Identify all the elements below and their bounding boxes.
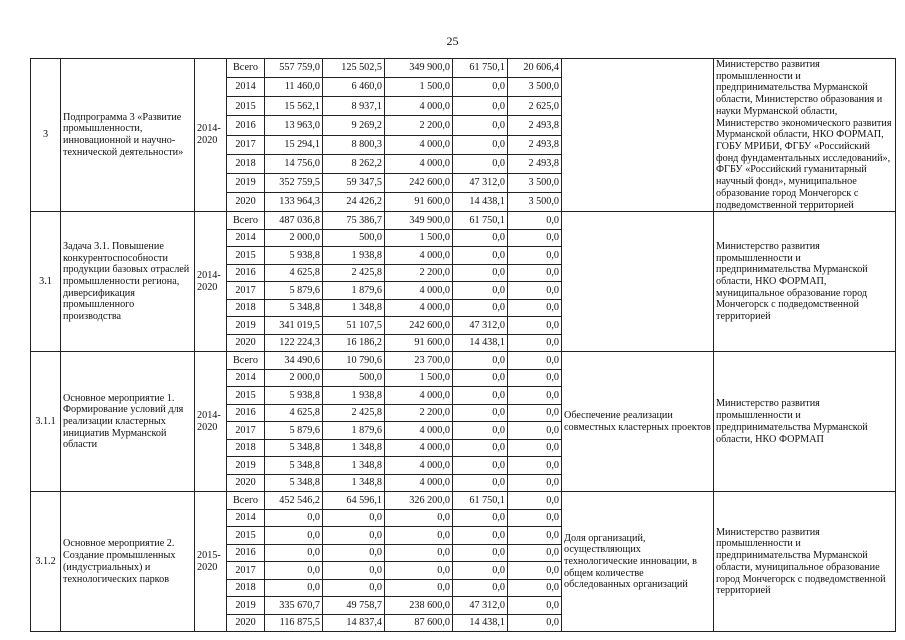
- section-period: 2014-2020: [195, 59, 227, 212]
- amount-cell: 0,0: [508, 317, 562, 335]
- amount-cell: 0,0: [453, 229, 508, 247]
- section-period: 2015-2020: [195, 492, 227, 632]
- amount-cell: 125 502,5: [323, 59, 385, 78]
- amount-cell: 0,0: [323, 579, 385, 597]
- amount-cell: 5 348,8: [265, 299, 323, 317]
- amount-cell: 0,0: [385, 544, 453, 562]
- amount-cell: 0,0: [508, 457, 562, 475]
- amount-cell: 3 500,0: [508, 173, 562, 192]
- year-cell: 2014: [227, 78, 265, 97]
- year-cell: Всего: [227, 492, 265, 510]
- amount-cell: 0,0: [508, 369, 562, 387]
- amount-cell: 0,0: [508, 474, 562, 492]
- amount-cell: 500,0: [323, 229, 385, 247]
- year-cell: Всего: [227, 352, 265, 370]
- year-cell: 2014: [227, 509, 265, 527]
- amount-cell: 0,0: [508, 614, 562, 632]
- amount-cell: 0,0: [508, 264, 562, 282]
- amount-cell: 0,0: [265, 562, 323, 580]
- year-cell: 2019: [227, 173, 265, 192]
- executors-cell: Министерство развития промышленности и предпринимательства Мурманской области, муниципальное образование город Мончегорск с подведомственной территорией: [714, 492, 896, 632]
- amount-cell: 3 500,0: [508, 78, 562, 97]
- amount-cell: 1 348,8: [323, 457, 385, 475]
- amount-cell: 1 500,0: [385, 229, 453, 247]
- section-period: 2014-2020: [195, 212, 227, 352]
- year-cell: 2019: [227, 317, 265, 335]
- amount-cell: 326 200,0: [385, 492, 453, 510]
- amount-cell: 0,0: [453, 369, 508, 387]
- amount-cell: 0,0: [508, 212, 562, 230]
- amount-cell: 0,0: [508, 422, 562, 440]
- year-cell: 2017: [227, 135, 265, 154]
- year-cell: 2016: [227, 544, 265, 562]
- amount-cell: 242 600,0: [385, 173, 453, 192]
- year-cell: 2014: [227, 229, 265, 247]
- amount-cell: 2 493,8: [508, 135, 562, 154]
- amount-cell: 0,0: [453, 544, 508, 562]
- amount-cell: 557 759,0: [265, 59, 323, 78]
- amount-cell: 0,0: [453, 509, 508, 527]
- amount-cell: 0,0: [265, 579, 323, 597]
- amount-cell: 2 000,0: [265, 229, 323, 247]
- year-cell: 2020: [227, 334, 265, 352]
- amount-cell: 0,0: [453, 116, 508, 135]
- amount-cell: 487 036,8: [265, 212, 323, 230]
- amount-cell: 335 670,7: [265, 597, 323, 615]
- amount-cell: 0,0: [508, 544, 562, 562]
- amount-cell: 0,0: [453, 78, 508, 97]
- amount-cell: 0,0: [508, 579, 562, 597]
- section-number: 3: [31, 59, 61, 212]
- amount-cell: 242 600,0: [385, 317, 453, 335]
- amount-cell: 122 224,3: [265, 334, 323, 352]
- amount-cell: 0,0: [508, 247, 562, 265]
- amount-cell: 4 625,8: [265, 264, 323, 282]
- amount-cell: 0,0: [508, 282, 562, 300]
- table-row: [31, 59, 896, 78]
- year-cell: 2020: [227, 614, 265, 632]
- amount-cell: 0,0: [265, 544, 323, 562]
- table-row: [31, 352, 896, 370]
- amount-cell: 0,0: [508, 299, 562, 317]
- amount-cell: 0,0: [453, 439, 508, 457]
- amount-cell: 133 964,3: [265, 193, 323, 212]
- amount-cell: 0,0: [508, 527, 562, 545]
- year-cell: 2019: [227, 597, 265, 615]
- amount-cell: 0,0: [265, 509, 323, 527]
- amount-cell: 91 600,0: [385, 334, 453, 352]
- amount-cell: 16 186,2: [323, 334, 385, 352]
- amount-cell: 1 348,8: [323, 439, 385, 457]
- amount-cell: 14 756,0: [265, 154, 323, 173]
- amount-cell: 0,0: [453, 579, 508, 597]
- amount-cell: 0,0: [508, 404, 562, 422]
- amount-cell: 4 000,0: [385, 247, 453, 265]
- amount-cell: 0,0: [323, 562, 385, 580]
- amount-cell: 0,0: [453, 97, 508, 116]
- amount-cell: 20 606,4: [508, 59, 562, 78]
- section-number: 3.1: [31, 212, 61, 352]
- amount-cell: 4 000,0: [385, 387, 453, 405]
- amount-cell: 4 000,0: [385, 135, 453, 154]
- amount-cell: 8 800,3: [323, 135, 385, 154]
- amount-cell: 75 386,7: [323, 212, 385, 230]
- amount-cell: 2 425,8: [323, 264, 385, 282]
- amount-cell: 0,0: [385, 509, 453, 527]
- amount-cell: 1 879,6: [323, 422, 385, 440]
- amount-cell: 5 348,8: [265, 474, 323, 492]
- indicator-cell: [562, 212, 714, 352]
- year-cell: Всего: [227, 59, 265, 78]
- amount-cell: 0,0: [323, 509, 385, 527]
- amount-cell: 452 546,2: [265, 492, 323, 510]
- amount-cell: 47 312,0: [453, 597, 508, 615]
- amount-cell: 0,0: [453, 387, 508, 405]
- amount-cell: 0,0: [508, 387, 562, 405]
- year-cell: 2019: [227, 457, 265, 475]
- section-number: 3.1.1: [31, 352, 61, 492]
- indicator-cell: [562, 59, 714, 212]
- amount-cell: 4 000,0: [385, 282, 453, 300]
- amount-cell: 4 000,0: [385, 457, 453, 475]
- amount-cell: 64 596,1: [323, 492, 385, 510]
- executors-cell: Министерство развития промышленности и предпринимательства Мурманской области, Министерство образования и науки Мурманской области, Министерство экономического развития Мурманской области, НКО ФОРМАП, ГОБУ МРИБИ, ФГБУ «Российский фонд фундаментальных исследований», ФГБУ «Российский гуманитарный научный фонд», муниципальное образование город Мончегорск с подведомственной территорией: [714, 59, 896, 212]
- year-cell: 2014: [227, 369, 265, 387]
- amount-cell: 5 348,8: [265, 457, 323, 475]
- amount-cell: 3 500,0: [508, 193, 562, 212]
- year-cell: 2018: [227, 299, 265, 317]
- amount-cell: 87 600,0: [385, 614, 453, 632]
- amount-cell: 47 312,0: [453, 317, 508, 335]
- amount-cell: 2 200,0: [385, 404, 453, 422]
- year-cell: 2015: [227, 527, 265, 545]
- amount-cell: 0,0: [323, 544, 385, 562]
- amount-cell: 1 938,8: [323, 247, 385, 265]
- amount-cell: 1 938,8: [323, 387, 385, 405]
- year-cell: 2020: [227, 474, 265, 492]
- amount-cell: 0,0: [508, 439, 562, 457]
- amount-cell: 0,0: [508, 334, 562, 352]
- amount-cell: 238 600,0: [385, 597, 453, 615]
- amount-cell: 2 425,8: [323, 404, 385, 422]
- amount-cell: 1 879,6: [323, 282, 385, 300]
- amount-cell: 14 438,1: [453, 614, 508, 632]
- amount-cell: 59 347,5: [323, 173, 385, 192]
- amount-cell: 5 879,6: [265, 422, 323, 440]
- amount-cell: 0,0: [508, 597, 562, 615]
- amount-cell: 0,0: [385, 562, 453, 580]
- amount-cell: 23 700,0: [385, 352, 453, 370]
- amount-cell: 4 000,0: [385, 299, 453, 317]
- year-cell: 2016: [227, 116, 265, 135]
- amount-cell: 0,0: [265, 527, 323, 545]
- page-number: 25: [446, 34, 459, 48]
- amount-cell: 24 426,2: [323, 193, 385, 212]
- amount-cell: 0,0: [453, 135, 508, 154]
- year-cell: 2016: [227, 404, 265, 422]
- amount-cell: 0,0: [453, 474, 508, 492]
- amount-cell: 2 200,0: [385, 264, 453, 282]
- amount-cell: 61 750,1: [453, 59, 508, 78]
- program-table: [30, 58, 896, 632]
- amount-cell: 0,0: [508, 562, 562, 580]
- amount-cell: 349 900,0: [385, 212, 453, 230]
- amount-cell: 13 963,0: [265, 116, 323, 135]
- amount-cell: 0,0: [453, 282, 508, 300]
- amount-cell: 0,0: [453, 527, 508, 545]
- amount-cell: 0,0: [453, 352, 508, 370]
- amount-cell: 2 000,0: [265, 369, 323, 387]
- year-cell: 2016: [227, 264, 265, 282]
- amount-cell: 500,0: [323, 369, 385, 387]
- amount-cell: 0,0: [453, 247, 508, 265]
- year-cell: 2015: [227, 97, 265, 116]
- amount-cell: 5 938,8: [265, 247, 323, 265]
- amount-cell: 0,0: [385, 579, 453, 597]
- amount-cell: 0,0: [508, 229, 562, 247]
- amount-cell: 2 200,0: [385, 116, 453, 135]
- amount-cell: 5 348,8: [265, 439, 323, 457]
- amount-cell: 2 625,0: [508, 97, 562, 116]
- amount-cell: 0,0: [453, 422, 508, 440]
- amount-cell: 8 937,1: [323, 97, 385, 116]
- amount-cell: 4 000,0: [385, 422, 453, 440]
- amount-cell: 4 000,0: [385, 439, 453, 457]
- amount-cell: 11 460,0: [265, 78, 323, 97]
- amount-cell: 0,0: [453, 562, 508, 580]
- section-name: Основное мероприятие 2. Создание промышленных (индустриальных) и технологических парков: [61, 492, 195, 632]
- year-cell: 2018: [227, 439, 265, 457]
- amount-cell: 1 348,8: [323, 299, 385, 317]
- amount-cell: 34 490,6: [265, 352, 323, 370]
- amount-cell: 2 493,8: [508, 154, 562, 173]
- amount-cell: 2 493,8: [508, 116, 562, 135]
- amount-cell: 49 758,7: [323, 597, 385, 615]
- amount-cell: 9 269,2: [323, 116, 385, 135]
- year-cell: 2018: [227, 154, 265, 173]
- amount-cell: 0,0: [385, 527, 453, 545]
- amount-cell: 1 348,8: [323, 474, 385, 492]
- year-cell: 2015: [227, 387, 265, 405]
- section-name: Основное мероприятие 1. Формирование условий для реализации кластерных инициатив Мурманской области: [61, 352, 195, 492]
- indicator-cell: Обеспечение реализации совместных кластерных проектов: [562, 352, 714, 492]
- amount-cell: 51 107,5: [323, 317, 385, 335]
- year-cell: Всего: [227, 212, 265, 230]
- year-cell: 2017: [227, 282, 265, 300]
- amount-cell: 352 759,5: [265, 173, 323, 192]
- amount-cell: 4 000,0: [385, 97, 453, 116]
- amount-cell: 61 750,1: [453, 492, 508, 510]
- section-number: 3.1.2: [31, 492, 61, 632]
- table-row: [31, 492, 896, 510]
- amount-cell: 0,0: [453, 457, 508, 475]
- amount-cell: 61 750,1: [453, 212, 508, 230]
- amount-cell: 14 438,1: [453, 334, 508, 352]
- section-name: Подпрограмма 3 «Развитие промышленности, инновационной и научно-технической деятельности»: [61, 59, 195, 212]
- amount-cell: 5 938,8: [265, 387, 323, 405]
- amount-cell: 6 460,0: [323, 78, 385, 97]
- amount-cell: 341 019,5: [265, 317, 323, 335]
- amount-cell: 5 879,6: [265, 282, 323, 300]
- section-name: Задача 3.1. Повышение конкурентоспособности продукции базовых отраслей промышленности региона, диверсификация промышленного производства: [61, 212, 195, 352]
- indicator-cell: Доля организаций, осуществляющих технологические инновации, в общем количестве обследованных организаций: [562, 492, 714, 632]
- year-cell: 2017: [227, 562, 265, 580]
- year-cell: 2015: [227, 247, 265, 265]
- amount-cell: 1 500,0: [385, 78, 453, 97]
- year-cell: 2017: [227, 422, 265, 440]
- amount-cell: 0,0: [453, 154, 508, 173]
- year-cell: 2020: [227, 193, 265, 212]
- amount-cell: 15 294,1: [265, 135, 323, 154]
- amount-cell: 14 438,1: [453, 193, 508, 212]
- amount-cell: 349 900,0: [385, 59, 453, 78]
- amount-cell: 0,0: [453, 264, 508, 282]
- section-period: 2014-2020: [195, 352, 227, 492]
- amount-cell: 1 500,0: [385, 369, 453, 387]
- amount-cell: 14 837,4: [323, 614, 385, 632]
- amount-cell: 4 000,0: [385, 474, 453, 492]
- amount-cell: 116 875,5: [265, 614, 323, 632]
- amount-cell: 15 562,1: [265, 97, 323, 116]
- amount-cell: 0,0: [508, 492, 562, 510]
- amount-cell: 10 790,6: [323, 352, 385, 370]
- amount-cell: 0,0: [453, 404, 508, 422]
- table-row: [31, 212, 896, 230]
- amount-cell: 0,0: [323, 527, 385, 545]
- amount-cell: 0,0: [508, 352, 562, 370]
- amount-cell: 4 000,0: [385, 154, 453, 173]
- amount-cell: 0,0: [508, 509, 562, 527]
- amount-cell: 0,0: [453, 299, 508, 317]
- executors-cell: Министерство развития промышленности и предпринимательства Мурманской области, НКО ФОРМАП, муниципальное образование город Мончегорск с подведомственной территорией: [714, 212, 896, 352]
- executors-cell: Министерство развития промышленности и предпринимательства Мурманской области, НКО ФОРМАП: [714, 352, 896, 492]
- year-cell: 2018: [227, 579, 265, 597]
- amount-cell: 8 262,2: [323, 154, 385, 173]
- amount-cell: 47 312,0: [453, 173, 508, 192]
- amount-cell: 91 600,0: [385, 193, 453, 212]
- amount-cell: 4 625,8: [265, 404, 323, 422]
